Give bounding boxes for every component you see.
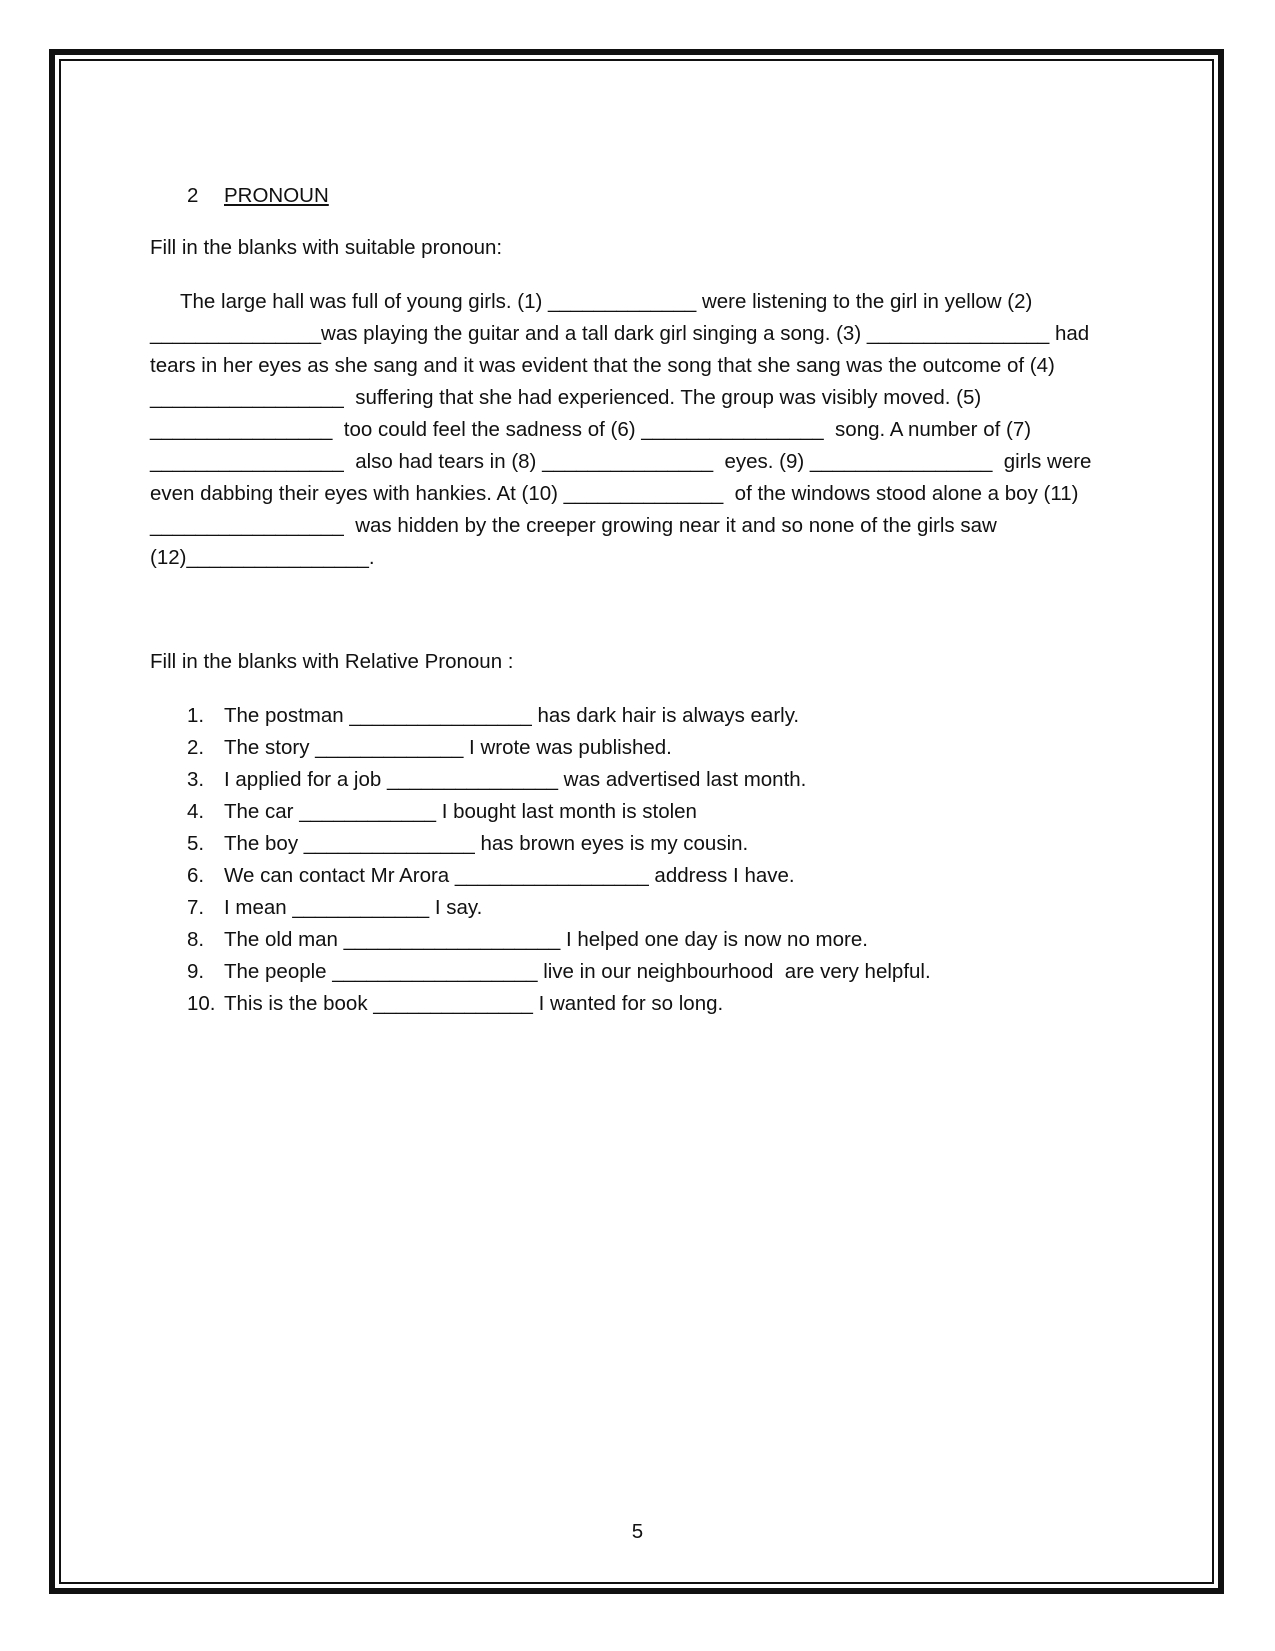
list-item-text: This is the book ______________ I wanted for so long. bbox=[224, 992, 724, 1015]
list-item bbox=[150, 732, 1125, 764]
page-number: 5 bbox=[631, 1520, 644, 1543]
section-title: PRONOUN bbox=[224, 184, 329, 207]
paragraph-line: (12)________________. bbox=[150, 546, 375, 569]
list-item bbox=[150, 860, 1125, 892]
list-item bbox=[150, 892, 1125, 924]
list-item-text: The car ____________ I bought last month is stolen bbox=[224, 800, 697, 823]
exercise1-instruction: Fill in the blanks with suitable pronoun: bbox=[150, 236, 503, 259]
list-item-number: 4. bbox=[187, 800, 205, 823]
list-item bbox=[150, 700, 1125, 732]
list-item bbox=[150, 956, 1125, 988]
paragraph-line: even dabbing their eyes with hankies. At (10) ______________ of the windows stood alone a boy (11) bbox=[150, 482, 1079, 505]
paragraph-line: ________________ too could feel the sadness of (6) ________________ song. A number of (7) bbox=[150, 418, 1032, 441]
list-item-text: The story _____________ I wrote was published. bbox=[224, 736, 672, 759]
list-item bbox=[150, 924, 1125, 956]
paragraph-line: _________________ suffering that she had experienced. The group was visibly moved. (5) bbox=[150, 386, 982, 409]
list-item bbox=[150, 796, 1125, 828]
list-item-text: We can contact Mr Arora _________________ address I have. bbox=[224, 864, 795, 887]
list-item-number: 8. bbox=[187, 928, 205, 951]
list-item-text: The old man ___________________ I helped one day is now no more. bbox=[224, 928, 868, 951]
list-item-text: The people __________________ live in our neighbourhood are very helpful. bbox=[224, 960, 931, 983]
list-item-text: The boy _______________ has brown eyes is my cousin. bbox=[224, 832, 749, 855]
exercise2-instruction: Fill in the blanks with Relative Pronoun : bbox=[150, 650, 514, 673]
list-item bbox=[150, 764, 1125, 796]
list-item bbox=[150, 988, 1125, 1020]
section-heading bbox=[150, 182, 1125, 210]
list-item-number: 2. bbox=[187, 736, 205, 759]
paragraph-line: tears in her eyes as she sang and it was evident that the song that she sang was the outcome of (4) bbox=[150, 354, 1055, 377]
list-item-number: 6. bbox=[187, 864, 205, 887]
list-item-number: 7. bbox=[187, 896, 205, 919]
list-item bbox=[150, 828, 1125, 860]
list-item-text: The postman ________________ has dark hair is always early. bbox=[224, 704, 800, 727]
paragraph-line: _______________was playing the guitar and a tall dark girl singing a song. (3) ________________ had bbox=[150, 322, 1090, 345]
worksheet-content bbox=[150, 182, 1125, 1020]
paragraph-line: The large hall was full of young girls. (1) _____________ were listening to the girl in yellow (2) bbox=[180, 290, 1033, 313]
list-item-number: 1. bbox=[187, 704, 205, 727]
paragraph-line: _________________ also had tears in (8) _______________ eyes. (9) ________________ girls were bbox=[150, 450, 1092, 473]
list-item-number: 5. bbox=[187, 832, 205, 855]
list-item-text: I applied for a job _______________ was advertised last month. bbox=[224, 768, 807, 791]
list-item-number: 10. bbox=[187, 992, 216, 1015]
list-item-text: I mean ____________ I say. bbox=[224, 896, 483, 919]
section-number: 2 bbox=[187, 184, 199, 207]
exercise2-list bbox=[150, 700, 1125, 1020]
list-item-number: 9. bbox=[187, 960, 205, 983]
paragraph-line: _________________ was hidden by the creeper growing near it and so none of the girls saw bbox=[150, 514, 997, 537]
exercise1-paragraph bbox=[150, 286, 1125, 574]
list-item-number: 3. bbox=[187, 768, 205, 791]
